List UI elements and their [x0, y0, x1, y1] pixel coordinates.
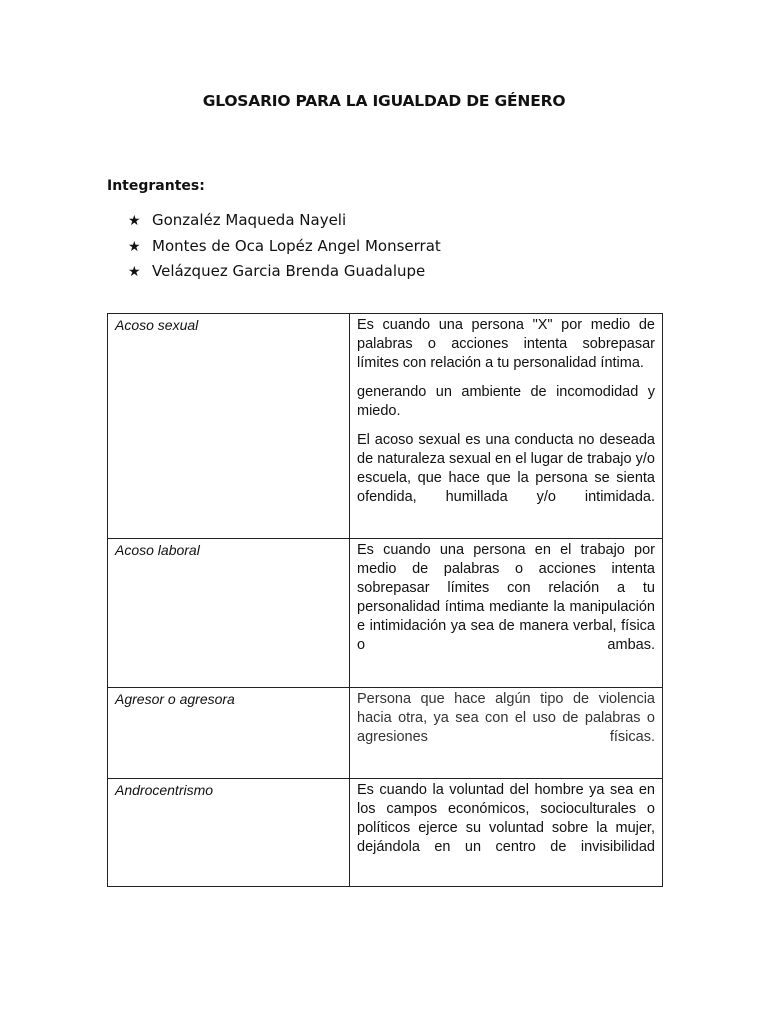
list-item: [128, 208, 441, 234]
glossary-definition: [350, 314, 663, 539]
glossary-table: [107, 313, 663, 887]
definition-paragraph: Es cuando una persona "X" por medio de palabras o acciones intenta sobrepasar límites con relación a tu personalidad íntima.: [357, 317, 655, 371]
star-icon: ★: [128, 238, 141, 255]
table-row: [108, 314, 663, 539]
definition-paragraph: Persona que hace algún tipo de violencia hacia otra, ya sea con el uso de palabras o agresiones físicas.: [357, 691, 655, 745]
glossary-term: Agresor o agresora: [108, 688, 350, 779]
glossary-definition: [350, 539, 663, 688]
list-item: [128, 234, 441, 260]
definition-paragraph: generando un ambiente de incomodidad y miedo.: [357, 384, 655, 419]
definition-paragraph: Es cuando la voluntad del hombre ya sea en los campos económicos, socioculturales o políticos ejerce su voluntad sobre la mujer, dejándola en un centro de invisibilidad: [357, 782, 655, 855]
member-name: Montes de Oca Lopéz Angel Monserrat: [152, 236, 441, 255]
member-name: Gonzaléz Maqueda Nayeli: [152, 211, 347, 229]
glossary-term: Acoso sexual: [108, 314, 350, 539]
star-icon: ★: [128, 213, 141, 229]
list-item: [128, 259, 441, 285]
star-icon: ★: [128, 264, 141, 280]
members-list: [128, 208, 441, 285]
glossary-term: Androcentrismo: [108, 779, 350, 887]
member-name: Velázquez Garcia Brenda Guadalupe: [152, 262, 426, 280]
table-row: [108, 688, 663, 779]
table-row: [108, 779, 663, 887]
glossary-definition: [350, 779, 663, 887]
definition-paragraph: Es cuando una persona en el trabajo por medio de palabras o acciones intenta sobrepasar límites con relación a tu personalidad íntima mediante la manipulación e intimidación ya sea de manera verbal, física o ambas.: [357, 542, 655, 653]
table-row: [108, 539, 663, 688]
glossary-term: Acoso laboral: [108, 539, 350, 688]
definition-paragraph: El acoso sexual es una conducta no deseada de naturaleza sexual en el lugar de trabajo y/o escuela, que hace que la persona se sienta ofendida, humillada y/o intimidada.: [357, 432, 655, 505]
glossary-definition: [350, 688, 663, 779]
members-label: Integrantes:: [107, 178, 205, 194]
page-title: GLOSARIO PARA LA IGUALDAD DE GÉNERO: [202, 92, 566, 110]
